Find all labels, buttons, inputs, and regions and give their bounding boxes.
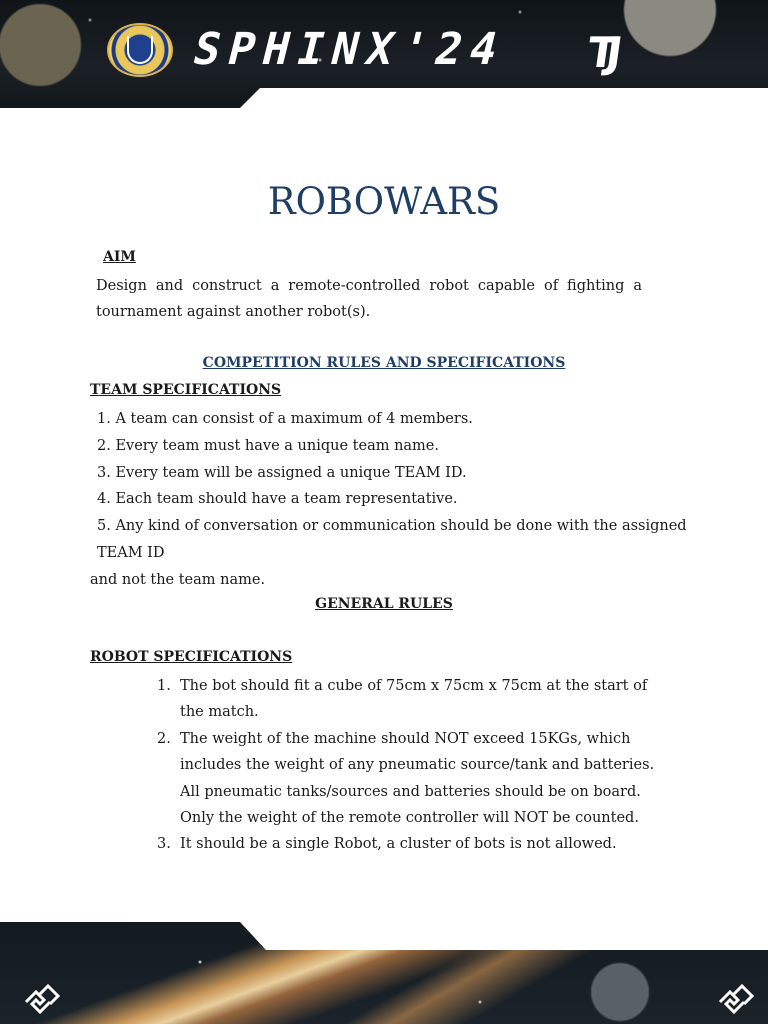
- sphinx-logo-icon: [22, 984, 62, 1014]
- competition-rules-heading: COMPETITION RULES AND SPECIFICATIONS: [202, 355, 566, 371]
- page-title: ROBOWARS: [267, 180, 501, 223]
- college-emblem-logo: [107, 23, 173, 77]
- list-item: [150, 673, 670, 726]
- event-brand-logo: SPHINX'24: [187, 24, 511, 75]
- list-item: 4. Each team should have a team representative.: [97, 491, 458, 508]
- general-rules-heading: GENERAL RULES: [315, 596, 453, 612]
- sphinx-logo-icon: [716, 984, 756, 1014]
- header-divider: [230, 88, 768, 110]
- list-item: 1. A team can consist of a maximum of 4 members.: [97, 411, 473, 427]
- list-item: 2. Every team must have a unique team name.: [97, 437, 439, 454]
- list-item-text: It should be a single Robot, a cluster of bots is not allowed.: [180, 836, 617, 853]
- list-item: 3. Every team will be assigned a unique TEAM ID.: [97, 464, 467, 481]
- list-item-text: The weight of the machine should NOT exceed 15KGs, which includes the weight of any pneumatic source/tank and batteries. All pneumatic tanks/sources and batteries should be on board. Only the weight of the remote controller will NOT be counted.: [180, 730, 655, 827]
- footer-banner: [0, 922, 768, 1024]
- team-specifications-heading: TEAM SPECIFICATIONS: [90, 382, 282, 398]
- header-banner: [0, 0, 768, 110]
- team-specifications-list: [90, 406, 690, 594]
- brand-mark-logo: TJ: [584, 28, 616, 77]
- list-number: 2.: [157, 730, 171, 747]
- list-number: 3.: [157, 836, 171, 853]
- robot-specifications-list: [150, 673, 670, 858]
- list-item: [150, 726, 670, 832]
- emblem-mark-icon: [127, 36, 153, 64]
- list-item-text: The bot should fit a cube of 75cm x 75cm x 75cm at the start of the match.: [180, 678, 648, 721]
- aim-text: Design and construct a remote-controlled robot capable of fighting a tournament against another robot(s).: [96, 278, 642, 320]
- list-item: and not the team name.: [90, 571, 266, 588]
- header-divider-strip: [0, 108, 768, 110]
- footer-divider: [240, 922, 768, 950]
- aim-heading: AIM: [103, 249, 136, 265]
- list-number: 1.: [157, 678, 171, 694]
- robot-specifications-heading: ROBOT SPECIFICATIONS: [90, 649, 293, 665]
- list-item: [150, 831, 670, 857]
- list-item: 5. Any kind of conversation or communication should be done with the assigned TEAM ID: [97, 518, 687, 561]
